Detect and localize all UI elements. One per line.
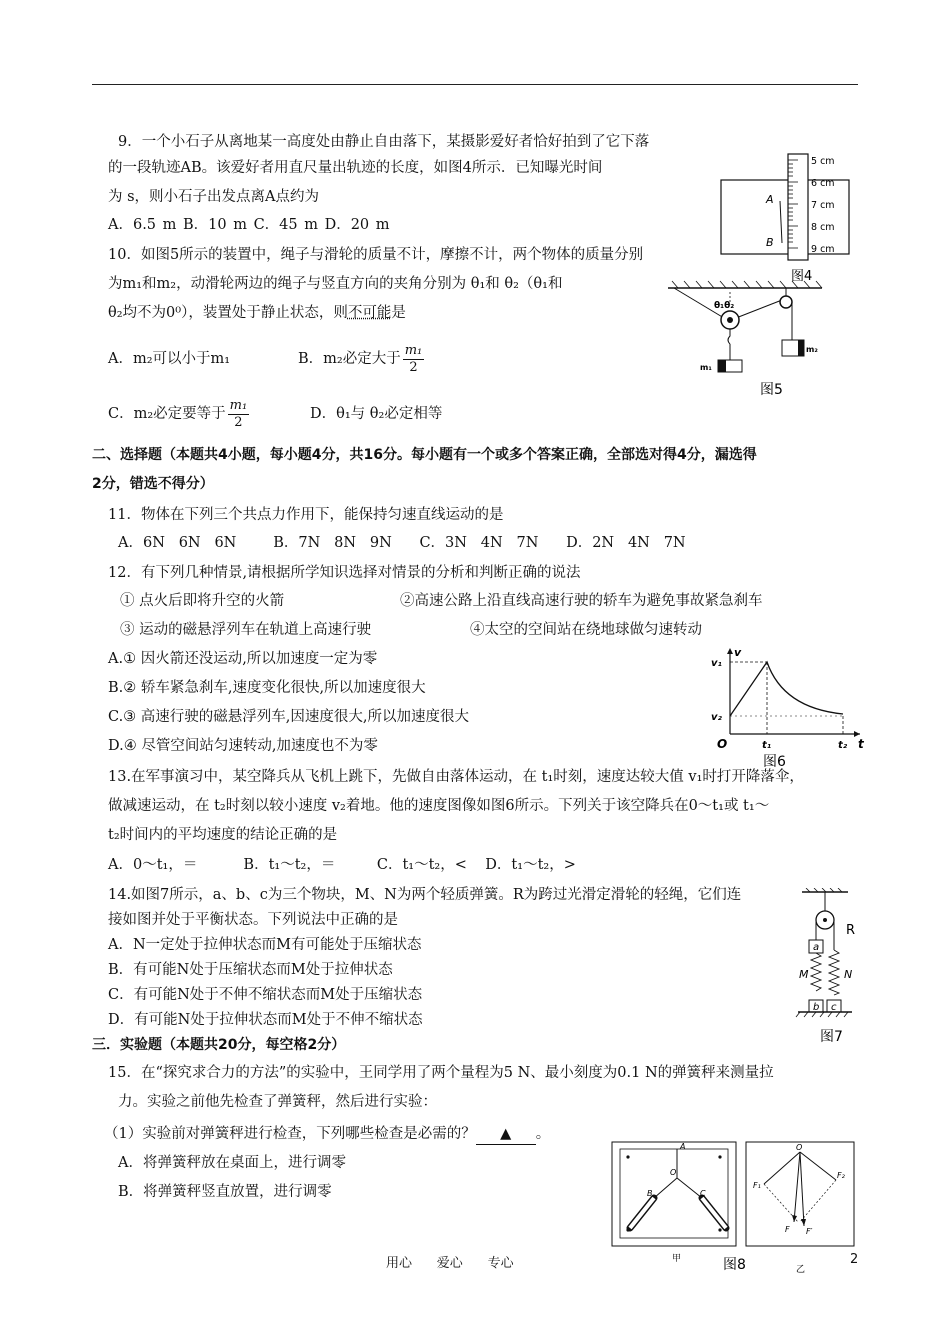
figure-4 <box>718 152 858 287</box>
q12-option-d: D.④ 尽管空间站匀速转动,加速度也不为零 <box>108 738 378 754</box>
q14-option-d: D．有可能N处于拉伸状态而M处于不伸不缩状态 <box>108 1012 423 1028</box>
q10-line3: θ₂均不为0⁰），装置处于静止状态，则不可能是 <box>108 305 406 321</box>
fig6-v-label: v <box>734 646 742 659</box>
q10-option-d: D．θ₁与 θ₂必定相等 <box>310 406 443 422</box>
fig5-caption: 图5 <box>760 382 783 398</box>
q9-line2: 的一段轨迹AB。该爱好者用直尺量出轨迹的长度，如图4所示．已知曝光时间 <box>108 160 603 176</box>
fig8-caption: 图8 <box>723 1257 746 1273</box>
fig7-b-label: b <box>813 1002 820 1013</box>
fig8-b-label: B <box>647 1189 653 1198</box>
q12-option-a: A.① 因火箭还没运动,所以加速度一定为零 <box>108 651 378 667</box>
fig6-t1-label: t₁ <box>762 740 772 751</box>
q14-line1: 14.如图7所示，a、b、c为三个物块，M、N为两个轻质弹簧。R为跨过光滑定滑轮的轻绳，它们连 <box>108 887 742 903</box>
fig8-c-label: C <box>700 1189 706 1198</box>
q10-option-b: B．m₂必定大于 $\frac{\text{m₁}}{2}$ <box>298 342 423 375</box>
fig4-tick: 5 cm <box>811 156 835 167</box>
q10-option-a: A．m₂可以小于m₁ <box>108 351 231 367</box>
fig8-f-label: F <box>785 1225 790 1234</box>
fig7-n-label: N <box>844 968 853 981</box>
q13-line2: 做减速运动，在 t₂时刻以较小速度 v₂着地。他的速度图像如图6所示。下列关于该空降兵在0～t₁或 t₁～ <box>108 798 770 814</box>
q11-options: A．6N 6N 6N B．7N 8N 9N C．3N 4N 7N D．2N 4N 7N <box>118 535 686 551</box>
q15-option-a: A．将弹簧秤放在桌面上，进行调零 <box>118 1155 346 1171</box>
q9-line1: 9．一个小石子从离地某一高度处由静止自由落下，某摄影爱好者恰好拍到了它下落 <box>118 134 650 150</box>
footer-motto: 用心 爱心 专心 <box>386 1256 514 1271</box>
q10-line1: 10．如图5所示的装置中，绳子与滑轮的质量不计，摩擦不计，两个物体的质量分别 <box>108 247 644 263</box>
figure-7 <box>790 888 870 1048</box>
q13-line3: t₂时间内的平均速度的结论正确的是 <box>108 827 338 843</box>
section3-heading: 三．实验题（本题共20分，每空格2分） <box>92 1037 346 1053</box>
fig8-f2-label: F₂ <box>837 1171 845 1180</box>
q10-option-c: C．m₂必定要等于 $\frac{\text{m₁}}{2}$ <box>108 397 248 430</box>
header-rule <box>92 84 858 85</box>
q14-line2: 接如图并处于平衡状态。下列说法中正确的是 <box>108 912 398 928</box>
fig6-v2-label: v₂ <box>711 712 722 723</box>
fig5-m1-label: m₁ <box>700 363 712 372</box>
q12-situation-2: ②高速公路上沿直线高速行驶的轿车为避免事故紧急刹车 <box>400 593 763 609</box>
answer-blank[interactable]: ▲ <box>476 1124 536 1145</box>
fig4-tick: 9 cm <box>811 244 835 255</box>
q15-line2: 力。实验之前他先检查了弹簧秤，然后进行实验： <box>118 1094 437 1110</box>
fig8-right-label: 乙 <box>796 1265 806 1275</box>
page-number: 2 <box>850 1252 859 1267</box>
fig6-origin-label: O <box>717 737 728 751</box>
fig7-a-label: a <box>813 942 820 953</box>
fig5-m2-label: m₂ <box>806 345 818 354</box>
fig4-tick: 7 cm <box>811 200 835 211</box>
q15-sub1: （1）实验前对弹簧秤进行检查，下列哪些检查是必需的？ ▲ 。 <box>104 1124 550 1145</box>
q10-line2: 为m₁和m₂，动滑轮两边的绳子与竖直方向的夹角分别为 θ₁和 θ₂（θ₁和 <box>108 276 563 292</box>
q15-line1: 15．在“探究求合力的方法”的实验中，王同学用了两个量程为5 N、最小刻度为0.1 N的弹簧秤来测量拉 <box>108 1065 774 1081</box>
fig4-tick: 8 cm <box>811 222 835 233</box>
fig5-theta-label: θ₁θ₂ <box>714 301 735 311</box>
section2-heading: 二、选择题（本题共4小题，每小题4分，共16分。每小题有一个或多个答案正确，全部选对得4分，漏选得 <box>92 447 757 463</box>
fig8-o-label-left: O <box>670 1168 677 1177</box>
fig6-caption: 图6 <box>763 754 786 767</box>
fig8-f1-label: F₁ <box>753 1181 761 1190</box>
figure-8 <box>610 1140 860 1276</box>
q12-option-c: C.③ 高速行驶的磁悬浮列车,因速度很大,所以加速度很大 <box>108 709 470 725</box>
q14-option-a: A．N一定处于拉伸状态而M有可能处于压缩状态 <box>108 937 422 953</box>
fig4-label-a: A <box>766 193 774 206</box>
q11-stem: 11．物体在下列三个共点力作用下，能保持匀速直线运动的是 <box>108 507 504 523</box>
fig4-caption: 图4 <box>791 269 813 284</box>
q9-options: A．6.5 m B．10 m C．45 m D．20 m <box>108 217 390 233</box>
q14-option-c: C．有可能N处于不伸不缩状态而M处于压缩状态 <box>108 987 423 1003</box>
fig7-c-label: c <box>831 1002 837 1013</box>
q12-stem: 12．有下列几种情景,请根据所学知识选择对情景的分析和判断正确的说法 <box>108 565 581 581</box>
q13-options: A．0～t₁，＝ B．t₁～t₂，＝ C．t₁～t₂，< D．t₁～t₂，> <box>108 857 576 873</box>
q13-line1: 13.在军事演习中，某空降兵从飞机上跳下，先做自由落体运动，在 t₁时刻，速度达较大值 v₁时打开降落伞， <box>108 769 804 785</box>
fig8-fprime-label: F′ <box>806 1227 813 1236</box>
q14-option-b: B．有可能N处于压缩状态而M处于拉伸状态 <box>108 962 393 978</box>
fig6-v1-label: v₁ <box>711 658 722 669</box>
section2-heading-cont: 2分，错选不得分） <box>92 476 214 492</box>
q12-situation-1: ① 点火后即将升空的火箭 <box>120 593 285 609</box>
fig6-t2-label: t₂ <box>838 740 848 751</box>
q9-line3: 为 s，则小石子出发点离A点约为 <box>108 189 320 205</box>
fig4-label-b: B <box>766 236 774 249</box>
q12-situation-3: ③ 运动的磁悬浮列车在轨道上高速行驶 <box>120 622 372 638</box>
fig7-m-label: M <box>799 968 809 981</box>
fig8-a-label: A <box>680 1142 686 1151</box>
fig8-left-label: 甲 <box>672 1254 682 1264</box>
q15-option-b: B．将弹簧秤竖直放置，进行调零 <box>118 1184 332 1200</box>
fig7-caption: 图7 <box>820 1029 843 1045</box>
fig4-tick: 6 cm <box>811 178 835 189</box>
q12-situation-4: ④太空的空间站在绕地球做匀速转动 <box>470 622 702 638</box>
figure-5 <box>660 278 830 403</box>
q12-option-b: B.② 轿车紧急刹车,速度变化很快,所以加速度很大 <box>108 680 426 696</box>
fig6-t-label: t <box>858 737 864 751</box>
figure-6-velocity-graph <box>705 642 870 767</box>
fig8-o-label-right: O <box>796 1143 803 1152</box>
fig7-r-label: R <box>846 923 856 938</box>
